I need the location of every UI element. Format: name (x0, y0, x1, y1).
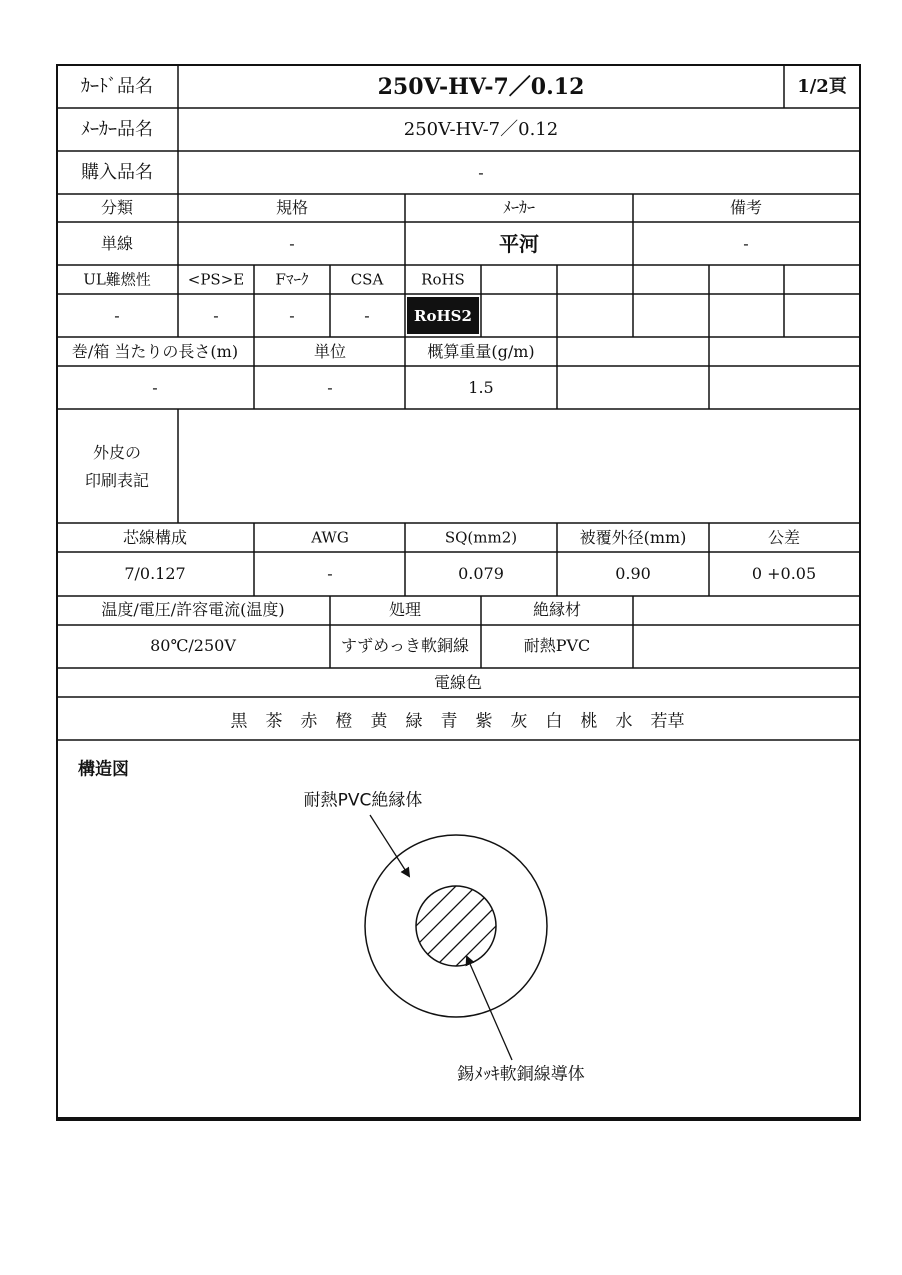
sq-value: 0.079 (458, 564, 504, 583)
conductor-arrow (467, 957, 512, 1060)
sq-header: SQ(mm2) (444, 528, 518, 547)
pse-value: - (213, 306, 219, 325)
purchase-product-label: 購入品名 (81, 162, 153, 183)
wire-color: 青 (440, 711, 458, 732)
strands-value: 7/0.127 (124, 564, 186, 583)
wire-color: 桃 (580, 711, 598, 732)
fmark-value: - (289, 306, 295, 325)
wire-color: 水 (615, 711, 633, 732)
temp-header: 温度/電圧/許容電流(温度) (101, 600, 285, 619)
tolerance-header: 公差 (767, 528, 801, 547)
wire-color: 赤 (300, 711, 318, 732)
card-name-value: 250V-HV-7／0.12 (377, 74, 585, 100)
insulation-header: 絶縁材 (532, 600, 582, 619)
weight-value: 1.5 (468, 378, 494, 397)
tolerance-value: 0 +0.05 (751, 564, 817, 583)
jacket-print-label-line2: 印刷表記 (84, 471, 150, 490)
rohs-value: RoHS2 (414, 306, 472, 325)
treatment-value: すずめっき軟銅線 (340, 636, 470, 655)
od-value: 0.90 (615, 564, 651, 583)
maker-product-label: ﾒｰｶｰ品名 (81, 119, 153, 140)
weight-header: 概算重量(g/m) (427, 342, 535, 361)
unit-value: - (327, 378, 333, 397)
page-number: 1/2頁 (797, 76, 847, 97)
wire-color: 茶 (265, 711, 283, 732)
maker-value: 平河 (499, 232, 539, 256)
wire-color: 橙 (335, 711, 353, 732)
awg-header: AWG (311, 528, 349, 547)
standard-header: 規格 (275, 198, 309, 217)
maker-header: ﾒｰｶｰ (502, 198, 536, 217)
treatment-header: 処理 (388, 600, 422, 619)
awg-value: - (327, 564, 333, 583)
wire-color: 黒 (230, 711, 248, 732)
temp-value: 80℃/250V (150, 636, 236, 655)
csa-value: - (364, 306, 370, 325)
remarks-header: 備考 (729, 198, 763, 217)
length-header: 巻/箱 当たりの長さ(m) (71, 342, 239, 361)
purchase-product-value: - (478, 163, 484, 182)
ul-header: UL難燃性 (83, 270, 151, 289)
category-header: 分類 (100, 198, 134, 217)
conductor-callout: 錫ﾒｯｷ軟銅線導体 (457, 1064, 585, 1085)
wire-color: 灰 (510, 711, 528, 732)
structure-title: 構造図 (78, 759, 129, 780)
conductor-hatch (366, 856, 526, 1016)
csa-header: CSA (350, 270, 384, 289)
jacket-print-label-line1: 外皮の (92, 443, 142, 462)
wire-color: 黄 (370, 711, 388, 732)
remarks-value: - (743, 234, 749, 253)
rohs-header: RoHS (421, 270, 465, 289)
insulation-value: 耐熱PVC (523, 636, 591, 655)
wire-color: 緑 (405, 711, 423, 732)
category-value: 単線 (100, 234, 134, 253)
maker-product-value: 250V-HV-7／0.12 (403, 119, 559, 140)
wire-color: 白 (545, 711, 563, 732)
od-header: 被覆外径(mm) (579, 528, 687, 547)
unit-header: 単位 (313, 342, 347, 361)
wire-color: 若草 (650, 711, 685, 732)
card-name-label: ｶｰﾄﾞ品名 (81, 76, 153, 97)
length-value: - (152, 378, 158, 397)
strands-header: 芯線構成 (122, 528, 188, 547)
insulation-callout: 耐熱PVC絶縁体 (303, 790, 423, 811)
wire-colors-label: 電線色 (433, 673, 483, 692)
fmark-header: Fﾏｰｸ (275, 270, 309, 289)
pse-header: <PS>E (187, 270, 245, 289)
ul-value: - (114, 306, 120, 325)
insulation-arrow (370, 815, 409, 876)
standard-value: - (289, 234, 295, 253)
wire-color: 紫 (475, 711, 493, 732)
